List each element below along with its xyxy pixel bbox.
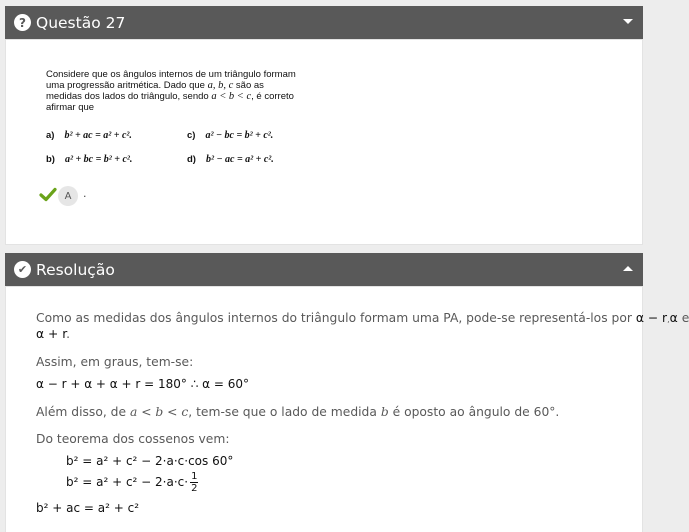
question-stem: Considere que os ângulos internos de um triângulo formam uma progressão aritmética. Dado que a, b, c são as medidas dos lados do triângulo, sendo a < b < c, é correto afirmar que [46,69,296,113]
resolution-header[interactable] [5,253,643,286]
question-body [5,39,643,245]
resolution-title: Resolução [36,260,115,279]
resolution-paragraph-4: Do teorema dos cossenos vem: [36,432,230,446]
resolution-body [5,286,689,532]
answer-suffix: . [83,187,87,200]
question-header[interactable] [5,6,643,39]
option-b: b) a² + bc = b² + c². [46,154,133,165]
resolution-paragraph-1: Como as medidas dos ângulos internos do triângulo formam uma PA, pode-se representá-los por α − r,α e [36,311,689,325]
resolution-paragraph-3: Além disso, de a < b < c, tem-se que o lado de medida b é oposto ao ângulo de 60°. [36,405,560,419]
chevron-down-icon[interactable] [623,19,633,24]
question-mark-icon: ? [14,14,31,31]
question-title: Questão 27 [36,13,126,32]
resolution-paragraph-2: Assim, em graus, tem-se: [36,355,194,369]
chevron-up-icon[interactable] [623,266,633,271]
answer-badge: A [58,186,78,206]
check-icon [40,188,56,201]
equation-cosine-law: b² = a² + c² − 2·a·c·cos 60° [66,454,234,468]
equation-cosine-substituted: b² = a² + c² − 2·a·c· $\frac{1}{2}$ [66,471,198,494]
option-d: d) b² − ac = a² + c². [187,154,274,165]
option-c: c) a² − bc = b² + c². [187,130,274,141]
equation-angles: α − r + α + α + r = 180° ∴ α = 60° [36,377,250,391]
equation-result: b² + ac = a² + c² [36,501,140,515]
check-circle-icon: ✔ [14,261,31,278]
option-a: a) b² + ac = a² + c². [46,130,132,141]
fraction-one-half: $\frac{1}{2}$ [191,471,198,494]
resolution-paragraph-1-cont: α + r. [36,327,71,341]
